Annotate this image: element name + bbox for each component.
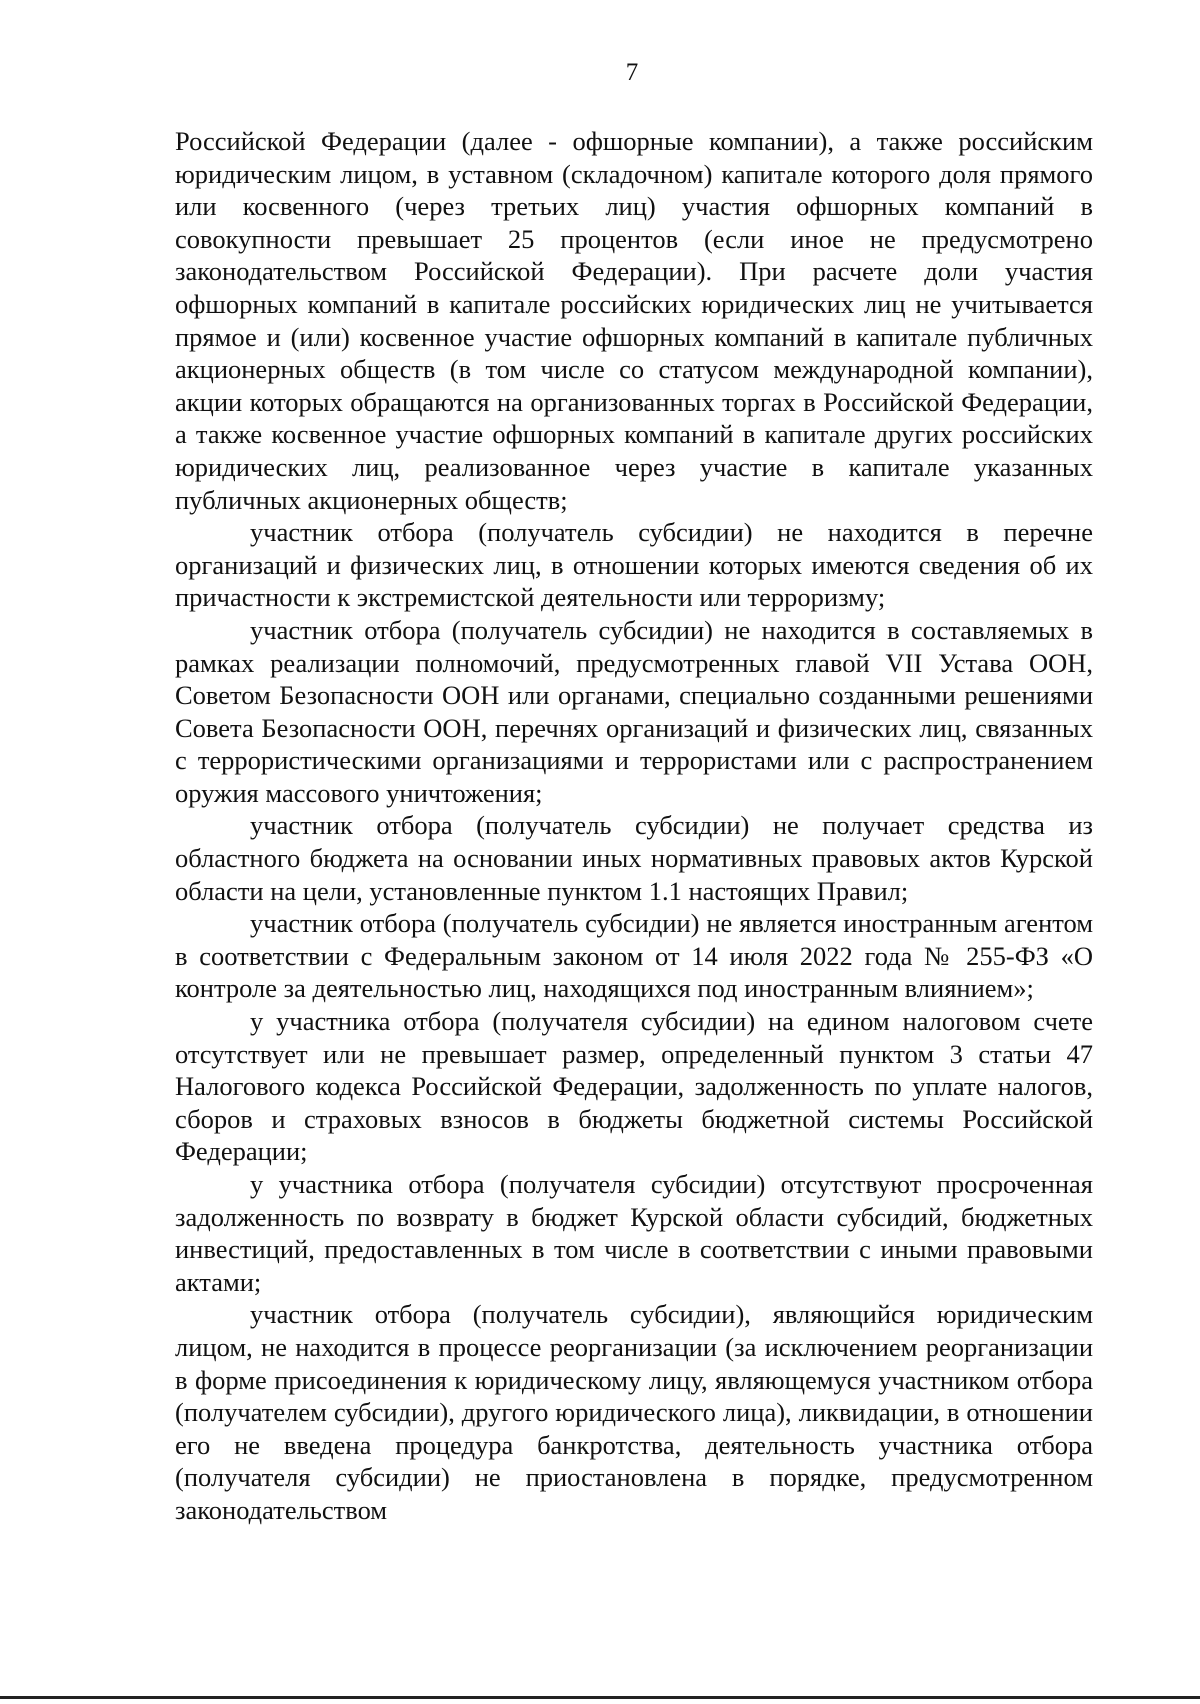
paragraph-tax-debt: у участника отбора (получателя субсидии) на едином налоговом счете отсутствует или не превышает размер, определенный пунктом 3 статьи 47 Налогового кодекса Российской Федерации, задолженность по уплате налогов, сборов и страховых взносов в бюджеты бюджетной системы Российской Федерации;: [175, 1006, 1093, 1167]
paragraph-other-budget-funds: участник отбора (получатель субсидии) не получает средства из областного бюджета на основании иных нормативных правовых актов Курской области на цели, установленные пунктом 1.1 настоящих Правил;: [175, 810, 1093, 906]
page-number: 7: [625, 59, 639, 86]
paragraph-offshore-companies: Российской Федерации (далее - офшорные компании), а также российским юридическим лицом, в уставном (складочном) капитале которого доля прямого или косвенного (через третьих лиц) участия офшорных компаний в совокупности превышает 25 процентов (если иное не предусмотрено законодательством Российской Федерации). При расчете доли участия офшорных компаний в капитале российских юридических лиц не учитывается прямое и (или) косвенное участие офшорных компаний в капитале публичных акционерных обществ (в том числе со статусом международной компании), акции которых обращаются на организованных торгах в Российской Федерации, а также косвенное участие офшорных компаний в капитале других российских юридических лиц, реализованное через участие в капитале указанных публичных акционерных обществ;: [175, 126, 1093, 515]
document-body: [175, 125, 1093, 1527]
paragraph-foreign-agent: участник отбора (получатель субсидии) не является иностранным агентом в соответствии с Федеральным законом от 14 июля 2022 года № 255-ФЗ «О контроле за деятельностью лиц, находящихся под иностранным влиянием»;: [175, 908, 1093, 1004]
paragraph-extremism-list: участник отбора (получатель субсидии) не находится в перечне организаций и физических лиц, в отношении которых имеются сведения об их причастности к экстремистской деятельности или терроризму;: [175, 517, 1093, 613]
paragraph-reorganization: участник отбора (получатель субсидии), являющийся юридическим лицом, не находится в процессе реорганизации (за исключением реорганизации в форме присоединения к юридическому лицу, являющемуся участником отбора (получателем субсидии), другого юридического лица), ликвидации, в отношении его не введена процедура банкротства, деятельность участника отбора (получателя субсидии) не приостановлена в порядке, предусмотренном законодательством: [175, 1299, 1093, 1525]
paragraph-overdue-debt: у участника отбора (получателя субсидии) отсутствуют просроченная задолженность по возврату в бюджет Курской области субсидий, бюджетных инвестиций, предоставленных в том числе в соответствии с иными правовыми актами;: [175, 1169, 1093, 1297]
paragraph-un-security-council-lists: участник отбора (получатель субсидии) не находится в составляемых в рамках реализации полномочий, предусмотренных главой VII Устава ООН, Советом Безопасности ООН или органами, специально созданными решениями Совета Безопасности ООН, перечнях организаций и физических лиц, связанных с террористическими организациями и террористами или с распространением оружия массового уничтожения;: [175, 614, 1093, 808]
page-bottom-edge: [0, 1696, 1200, 1699]
